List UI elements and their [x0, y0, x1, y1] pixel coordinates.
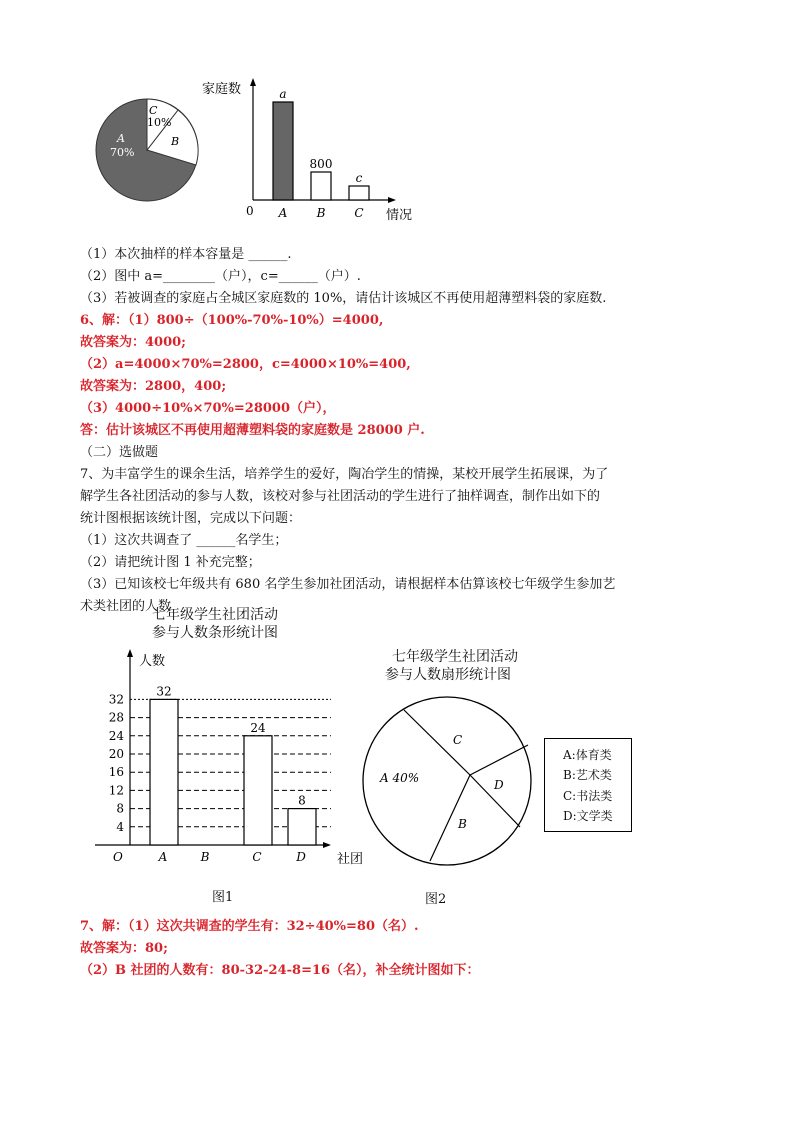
q7-part-1: （1）这次共调查了 ______名学生；	[80, 533, 288, 548]
q6-line-3: （3）若被调查的家庭占全城区家庭数的 10%，请估计该城区不再使用超薄塑料袋的家庭数.	[80, 291, 607, 306]
fig2-legend	[544, 738, 632, 832]
q6-answer-2: 故答案为：4000;	[80, 335, 186, 350]
fig1-title-1: 七年级学生社团活动	[152, 607, 278, 623]
q7-stem-2: 解学生各社团活动的参与人数，该校对参与社团活动的学生进行了抽样调查，制作出如下的	[80, 489, 601, 504]
fig2-pie-chart	[360, 694, 536, 870]
top-bar-ylabel: 家庭数	[202, 82, 242, 97]
legend-item-d: D:文学类	[563, 809, 613, 823]
q7-stem-1: 7、为丰富学生的课余生活，培养学生的爱好，陶冶学生的情操，某校开展学生拓展课，为了	[80, 467, 609, 482]
fig1-ytick: 24	[108, 728, 124, 743]
legend-item-c: C:书法类	[563, 789, 613, 803]
fig1-ytick: 12	[108, 783, 124, 798]
top-bar-cat-a: A	[278, 206, 288, 220]
top-pie-label-c: C	[149, 104, 158, 117]
top-bar-label-a: a	[279, 87, 287, 101]
top-pie-pct-a: 70%	[110, 146, 135, 159]
q7-answer-1: 7、解：（1）这次共调查的学生有：32÷40%=80（名）.	[80, 919, 419, 934]
q7-answer-3: （2）B 社团的人数有：80-32-24-8=16（名），补全统计图如下：	[80, 963, 480, 978]
q6-line-2: （2）图中 a=________（户），c=______（户）.	[80, 269, 361, 284]
top-bar-label-b: 800	[309, 157, 333, 171]
top-bar-a	[273, 102, 293, 200]
q6-line-1: （1）本次抽样的样本容量是 ______.	[80, 247, 292, 262]
top-bar-chart	[202, 75, 420, 225]
top-pie-label-b: B	[171, 135, 180, 148]
fig2-title-2: 参与人数扇形统计图	[385, 667, 511, 683]
top-bar-origin: 0	[246, 204, 254, 218]
fig2-label-b: B	[458, 817, 467, 831]
fig2-label-a: A 40%	[380, 771, 420, 785]
fig1-ytick: 20	[108, 747, 124, 761]
top-bar-xlabel: 情况	[386, 208, 413, 223]
fig1-bar-a	[150, 699, 178, 845]
fig1-bar-label-a: 32	[156, 684, 172, 699]
fig1-bar-label-c: 24	[250, 720, 266, 735]
q6-answer-1: 6、解：（1）800÷（100%-70%-10%）=4000,	[80, 313, 384, 328]
fig2-label-c: C	[453, 733, 463, 747]
q6-answer-6: 答：估计该城区不再使用超薄塑料袋的家庭数是 28000 户.	[80, 423, 425, 438]
fig1-caption: 图1	[212, 890, 234, 905]
fig1-ylabel: 人数	[139, 654, 166, 669]
fig1-ytick: 28	[108, 710, 124, 725]
fig2-label-d: D	[494, 778, 504, 792]
fig1-bar-c	[244, 736, 272, 845]
fig1-bar-label-d: 8	[298, 793, 306, 808]
legend-item-a: A:体育类	[563, 748, 612, 762]
fig1-bar-d	[288, 809, 316, 845]
fig1-ytick: 4	[116, 819, 124, 834]
fig1-title-2: 参与人数条形统计图	[152, 625, 278, 641]
top-bar-c	[349, 186, 369, 200]
fig1-ytick: 32	[108, 692, 124, 707]
q7-stem-3: 统计图根据该统计图，完成以下问题：	[80, 511, 302, 526]
q7-part-3: （3）已知该校七年级共有 680 名学生参加社团活动，请根据样本估算该校七年级学生参加艺	[80, 577, 616, 592]
q7-part-2: （2）请把统计图 1 补充完整；	[80, 555, 261, 570]
fig1-ytick: 8	[116, 801, 124, 816]
top-pie-chart	[95, 98, 205, 203]
top-bar-b	[311, 172, 331, 200]
q7-answer-2: 故答案为：80;	[80, 941, 168, 956]
q6-answer-5: （3）4000÷10%×70%=28000（户），	[80, 401, 336, 416]
fig1-bar-chart	[95, 645, 385, 875]
top-pie-pct-c: 10%	[147, 116, 172, 129]
top-pie-label-a: A	[117, 132, 125, 145]
q6-answer-4: 故答案为：2800，400;	[80, 379, 227, 394]
fig1-ytick: 16	[108, 765, 124, 780]
top-bar-cat-b: B	[316, 206, 326, 220]
top-bar-cat-c: C	[354, 206, 364, 220]
fig1-cat-c: C	[252, 850, 262, 864]
top-bar-label-c: c	[355, 171, 363, 185]
q7-part-4: 术类社团的人数	[80, 599, 172, 614]
section-heading: （二）选做题	[80, 445, 159, 460]
q6-answer-3: （2）a=4000×70%=2800，c=4000×10%=400,	[80, 357, 411, 372]
legend-item-b: B:艺术类	[563, 768, 612, 782]
fig1-xlabel: 社团	[337, 852, 364, 867]
fig1-cat-b: B	[200, 850, 210, 864]
fig1-cat-a: A	[158, 850, 168, 864]
fig1-origin: O	[113, 850, 123, 864]
fig2-caption: 图2	[425, 892, 447, 907]
fig1-cat-d: D	[296, 850, 306, 864]
fig2-title-1: 七年级学生社团活动	[392, 649, 518, 665]
